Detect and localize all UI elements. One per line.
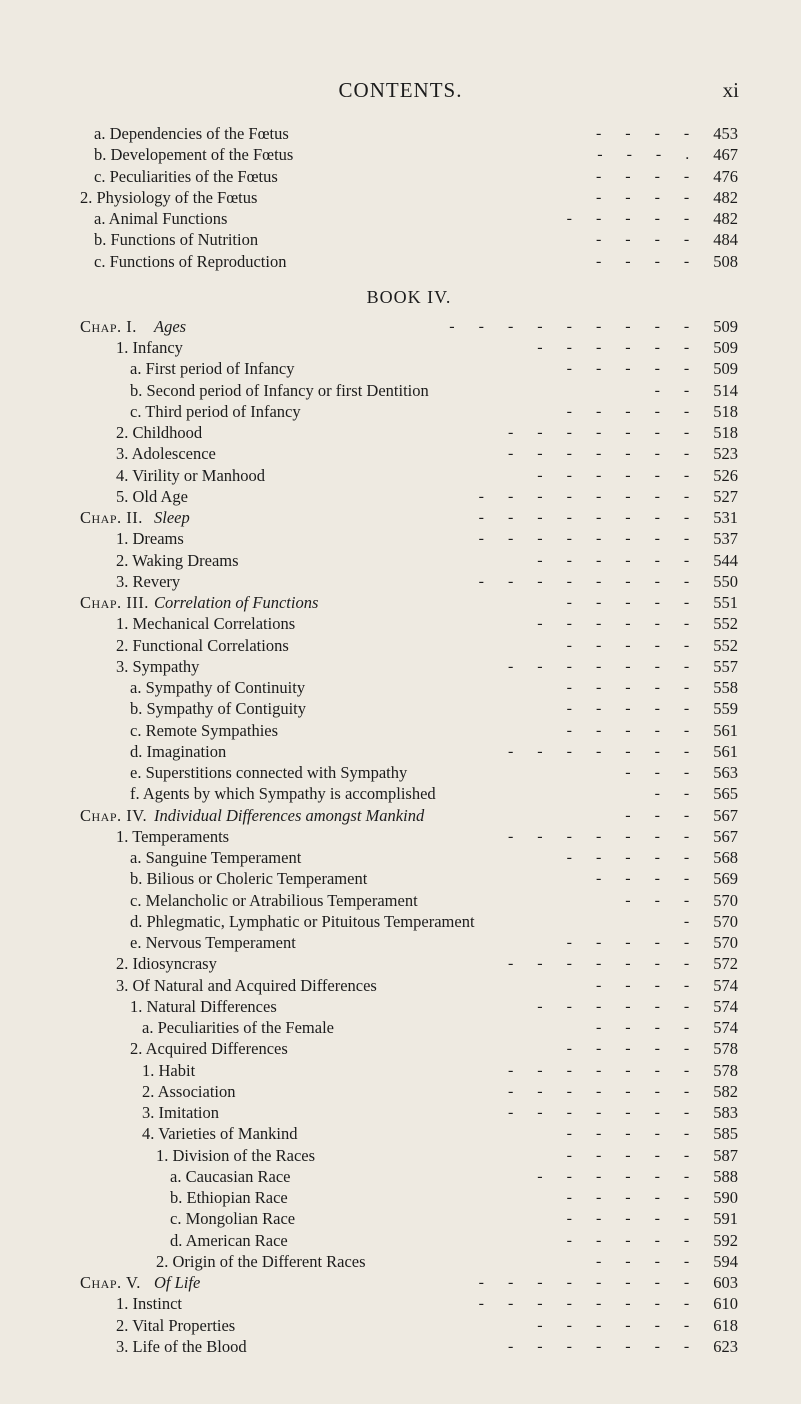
page-title: CONTENTS. [338,78,463,102]
leader-dots: - - - - - [566,636,700,654]
toc-entry [80,187,738,208]
page-number: 588 [713,1166,738,1186]
page-number: 518 [713,423,738,442]
toc-entry [80,316,738,337]
leader-dots: - - - . [597,146,700,164]
leader-dots: - - - - - [566,402,700,420]
toc-entry-label: 2. Idiosyncrasy [116,954,217,974]
page-number: 568 [713,848,738,867]
leader-dots: - - - - - [566,934,700,951]
leader-dots: - - - - - [566,1125,700,1143]
leader-dots: - - [654,785,700,803]
toc-entry [80,996,738,1017]
toc-entry [80,635,738,656]
toc-entry [80,1060,738,1081]
toc-entry [80,1208,738,1229]
leader-dots: - - - [625,891,700,909]
toc-entry-label: 3. Sympathy [116,656,200,676]
toc-entry [80,890,738,911]
toc-entry [80,1230,738,1251]
toc-entry-label: c. Remote Sympathies [130,720,279,740]
page-number: 527 [713,486,738,506]
leader-dots: - - - - - - - [507,955,700,973]
leader-dots: - - - - - - - - [478,1295,700,1313]
page-number: 561 [713,720,738,740]
toc-section-book-iv [80,316,738,1357]
toc-entry [80,422,738,443]
toc-entry [80,868,738,889]
toc-entry-label: 5. Old Age [116,486,188,506]
leader-dots: - - - - - - - - [478,509,700,526]
page-number: 585 [713,1124,738,1144]
toc-entry [80,1017,738,1038]
leader-dots: - - - - [595,188,700,206]
page-number: 570 [713,933,738,952]
toc-entry [80,380,738,401]
toc-entry [80,847,738,868]
leader-dots: - - - - - - [537,551,700,569]
leader-dots: - - - - - [566,721,700,739]
toc-entry-label: 4. Virility or Manhood [116,465,266,485]
page-number: 610 [713,1294,738,1314]
leader-dots: - - - - - [566,679,700,696]
toc-entry [80,1293,738,1314]
page-number: 514 [713,380,738,400]
leader-dots: - - - [625,806,700,824]
chapter-number: Chap. I. [80,316,137,336]
page-number: 509 [713,316,738,336]
chapter-title: Correlation of Functions [154,593,319,612]
toc-entry [80,741,738,762]
toc-entry-label: e. Nervous Temperament [130,933,296,952]
toc-entry [80,1251,738,1272]
toc-entry-label: a. Caucasian Race [170,1166,291,1186]
page-number: 508 [713,251,738,271]
page-number: 509 [713,359,738,379]
toc-entry [80,932,738,953]
toc-entry-label: b. Second period of Infancy or first Dentition [130,380,429,400]
toc-entry-label: c. Melancholic or Atrabilious Temperament [130,890,418,910]
page-number: 594 [713,1251,738,1271]
chapter-title: Individual Differences amongst Mankind [154,805,425,825]
chapter-number: Chap. III. [80,593,149,612]
page-number: 567 [713,826,738,846]
leader-dots: - - - - - - - [507,742,700,760]
leader-dots: - - - - - [566,1189,700,1206]
toc-entry-label: a. Sanguine Temperament [130,848,302,867]
page-number: 574 [713,975,738,995]
leader-dots: - - - - - [566,1040,700,1058]
leader-dots: - - - - [595,231,700,249]
leader-dots: - - - - - [566,1231,700,1249]
leader-dots: - - - - - - - [507,1104,700,1121]
toc-entry [80,229,738,250]
toc-entry [80,720,738,741]
leader-dots: - - - [625,764,700,781]
toc-entry-label: 1. Instinct [116,1294,182,1314]
page-number: 467 [713,145,738,165]
leader-dots: - - - - - - - - [478,487,700,505]
toc-entry [80,911,738,932]
chapter-title: Of Life [154,1273,201,1292]
toc-entry-label: 1. Infancy [116,338,183,357]
leader-dots: - [683,912,700,930]
leader-dots: - - - - - - [537,997,700,1015]
toc-entry [80,337,738,358]
toc-entry-label: b. Sympathy of Contiguity [130,699,307,719]
page-number: 574 [713,996,738,1016]
toc-entry-label: a. Animal Functions [94,209,228,228]
page-number: 552 [713,614,738,634]
leader-dots: - - - - - - - [507,424,700,441]
page-number: 567 [713,805,738,825]
toc-entry [80,1315,738,1336]
table-of-contents [80,123,738,1357]
toc-entry [80,123,738,144]
toc-entry-label: c. Third period of Infancy [130,401,301,421]
toc-entry [80,1123,738,1144]
page-number: 552 [713,635,738,655]
leader-dots: - - - - - [566,849,700,866]
toc-entry [80,208,738,229]
toc-entry [80,1166,738,1187]
page-number: 590 [713,1188,738,1207]
toc-entry-label: d. Phlegmatic, Lymphatic or Pituitous Temperament [130,911,475,931]
toc-entry [80,656,738,677]
folio-number: xi [722,78,739,102]
toc-entry-label: f. Agents by which Sympathy is accomplished [130,784,436,804]
toc-entry [80,677,738,698]
toc-entry-label: 2. Waking Dreams [116,550,239,570]
leader-dots: - - - - [595,252,700,270]
page-number: 618 [713,1315,738,1335]
toc-entry-label: a. Dependencies of the Fœtus [94,124,289,143]
page-number: 574 [713,1018,738,1037]
toc-entry-label: 1. Natural Differences [130,996,277,1016]
leader-dots: - - [654,381,700,399]
toc-entry [80,826,738,847]
page-number: 583 [713,1103,738,1122]
toc-entry [80,953,738,974]
toc-section-book-iii-tail [80,123,738,272]
toc-entry-label: 3. Adolescence [116,444,216,464]
toc-entry-label: c. Functions of Reproduction [94,251,287,271]
leader-dots: - - - - - [566,210,700,227]
page-number: 578 [713,1039,738,1059]
toc-entry-label: 3. Revery [116,571,181,591]
toc-entry-label: b. Ethiopian Race [170,1188,288,1207]
toc-entry-label: 1. Division of the Races [156,1145,316,1165]
toc-entry-label: 1. Temperaments [116,826,230,846]
page-number: 526 [713,465,738,485]
chapter-number: Chap. V. [80,1273,141,1292]
page-number: 484 [713,230,738,250]
toc-entry [80,486,738,507]
leader-dots: - - - - - [566,700,700,718]
toc-entry-label: 4. Varieties of Mankind [142,1124,298,1144]
toc-entry [80,592,738,613]
book-heading: BOOK IV. [366,286,452,307]
leader-dots: - - - - - [566,1146,700,1164]
leader-dots: - - - - - - - [507,445,700,463]
toc-entry [80,805,738,826]
leader-dots: - - - - - - - - - [449,317,700,335]
page-number: 561 [713,741,738,761]
leader-dots: - - - - - - - [507,827,700,845]
page-number: 570 [713,911,738,931]
toc-entry-label: d. American Race [170,1230,288,1250]
toc-entry-label: a. Sympathy of Continuity [130,678,306,697]
leader-dots: - - - - - - - [507,1061,700,1079]
page-number: 569 [713,869,738,889]
toc-entry [80,1038,738,1059]
toc-entry-label: b. Developement of the Fœtus [94,145,294,165]
toc-entry-label: 1. Dreams [116,529,184,549]
page-number: 537 [713,529,738,549]
leader-dots: - - - - - - - - [478,530,700,548]
toc-entry-label: 2. Acquired Differences [130,1039,288,1059]
toc-entry [80,698,738,719]
toc-entry-label: 2. Association [142,1081,236,1101]
chapter-title: Ages [154,316,187,336]
page-number: 550 [713,571,738,591]
toc-entry [80,528,738,549]
page-number: 570 [713,890,738,910]
toc-entry-label: 2. Childhood [116,423,203,442]
leader-dots: - - - - - - - [507,1337,700,1355]
page-number: 558 [713,678,738,697]
toc-entry [80,975,738,996]
toc-entry-label: a. Peculiarities of the Female [142,1018,334,1037]
toc-entry-label: b. Bilious or Choleric Temperament [130,869,368,889]
leader-dots: - - - - - [566,360,700,378]
page-number: 559 [713,699,738,719]
leader-dots: - - - - - - - [507,657,700,675]
page-number: 563 [713,763,738,782]
leader-dots: - - - - [595,976,700,994]
leader-dots: - - - - - - [537,615,700,633]
toc-entry [80,783,738,804]
toc-entry-label: 1. Habit [142,1060,196,1080]
toc-entry-label: c. Mongolian Race [170,1209,296,1229]
page-number: 476 [713,166,738,186]
page-number: 482 [713,187,738,207]
toc-entry [80,1272,738,1293]
page-number: 518 [713,401,738,421]
toc-entry [80,401,738,422]
leader-dots: - - - - [595,125,700,142]
toc-entry [80,443,738,464]
toc-entry [80,144,738,165]
leader-dots: - - - - - [566,594,700,611]
leader-dots: - - - - - - [537,1316,700,1334]
toc-entry [80,251,738,272]
page-number: 565 [713,784,738,804]
leader-dots: - - - - [595,1019,700,1036]
page-number: 591 [713,1209,738,1229]
leader-dots: - - - - - - - - [478,1274,700,1291]
toc-entry [80,613,738,634]
page-number: 592 [713,1230,738,1250]
leader-dots: - - - - - - [537,466,700,484]
leader-dots: - - - - - - - - [478,572,700,590]
toc-entry-label: a. First period of Infancy [130,359,295,379]
toc-entry [80,465,738,486]
page-number: 582 [713,1081,738,1101]
page-number: 482 [713,209,738,228]
page-number: 587 [713,1145,738,1165]
page-number: 557 [713,656,738,676]
toc-entry-label: 2. Physiology of the Fœtus [80,187,258,207]
toc-entry [80,762,738,783]
page-number: 578 [713,1060,738,1080]
toc-entry [80,571,738,592]
page-number: 551 [713,593,738,612]
toc-entry [80,1187,738,1208]
leader-dots: - - - - [595,870,700,888]
page-number: 531 [713,508,738,527]
toc-entry-label: c. Peculiarities of the Fœtus [94,166,278,186]
leader-dots: - - - - [595,1252,700,1270]
leader-dots: - - - - - [566,1210,700,1228]
toc-entry-label: 3. Of Natural and Acquired Differences [116,975,377,995]
toc-entry-label: 1. Mechanical Correlations [116,614,296,634]
chapter-number: Chap. IV. [80,805,148,825]
page-number: 523 [713,444,738,464]
toc-entry-label: d. Imagination [130,741,227,761]
toc-entry [80,358,738,379]
toc-entry-label: e. Superstitions connected with Sympathy [130,763,408,782]
page-number: 623 [713,1336,738,1356]
leader-dots: - - - - [595,167,700,185]
page-number: 572 [713,954,738,974]
leader-dots: - - - - - - [537,339,700,356]
toc-entry-label: 3. Life of the Blood [116,1336,247,1356]
toc-entry-label: 2. Origin of the Different Races [156,1251,366,1271]
toc-entry [80,550,738,571]
toc-entry-label: b. Functions of Nutrition [94,230,259,250]
toc-entry-label: 2. Functional Correlations [116,635,289,655]
toc-entry [80,1336,738,1357]
page-number: 453 [713,124,738,143]
toc-entry [80,1102,738,1123]
page-number: 544 [713,550,738,570]
toc-entry [80,1081,738,1102]
toc-entry [80,166,738,187]
chapter-title: Sleep [154,508,190,527]
toc-entry [80,507,738,528]
page-number: 603 [713,1273,738,1292]
toc-entry-label: 2. Vital Properties [116,1315,236,1335]
running-header [0,78,801,108]
chapter-number: Chap. II. [80,508,143,527]
toc-entry [80,1145,738,1166]
toc-entry-label: 3. Imitation [142,1103,219,1122]
leader-dots: - - - - - - - [507,1082,700,1100]
leader-dots: - - - - - - [537,1167,700,1185]
page-number: 509 [713,338,738,357]
